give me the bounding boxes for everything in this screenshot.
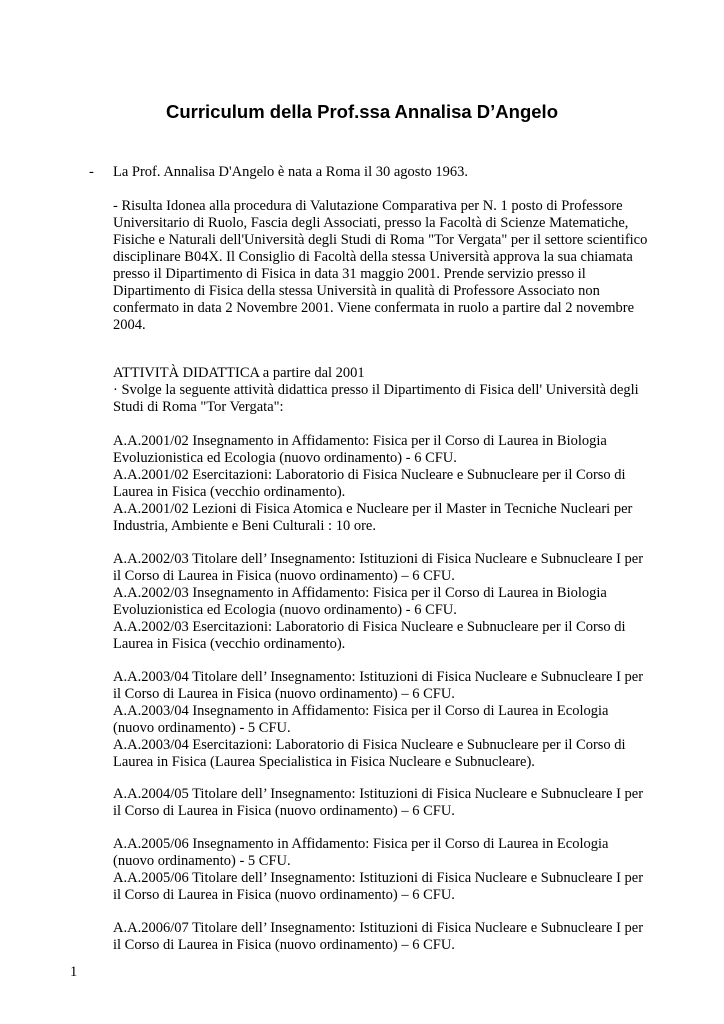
year-line: Evoluzionistica ed Ecologia (nuovo ordinamento) - 6 CFU. <box>113 450 457 466</box>
idoneita-line: Fisiche e Naturali dell'Università degli Studi di Roma "Tor Vergata" per il settore scientifico <box>113 232 648 248</box>
year-line: il Corso di Laurea in Fisica (nuovo ordinamento) – 6 CFU. <box>113 937 455 953</box>
idoneita-line: - Risulta Idonea alla procedura di Valutazione Comparativa per N. 1 posto di Professore <box>113 198 623 214</box>
idoneita-paragraph <box>113 198 658 334</box>
year-line: Laurea in Fisica (Laurea Specialistica in Fisica Nucleare e Subnucleare). <box>113 754 535 770</box>
year-line: Laurea in Fisica (vecchio ordinamento). <box>113 484 346 500</box>
year-block-2002 <box>113 551 658 653</box>
year-line: A.A.2006/07 Titolare dell’ Insegnamento: Istituzioni di Fisica Nucleare e Subnucleare I per <box>113 920 644 936</box>
didattica-intro-line: · Svolge la seguente attività didattica presso il Dipartimento di Fisica dell' Università degli <box>113 382 639 398</box>
idoneita-line: 2004. <box>113 317 146 333</box>
year-line: Laurea in Fisica (vecchio ordinamento). <box>113 636 346 652</box>
intro-paragraph <box>113 164 658 181</box>
page-title: Curriculum della Prof.ssa Annalisa D’Angelo <box>165 101 558 122</box>
year-line: (nuovo ordinamento) - 5 CFU. <box>113 720 291 736</box>
year-block-2004 <box>113 786 658 820</box>
year-block-2003 <box>113 669 658 771</box>
year-line: A.A.2005/06 Insegnamento in Affidamento: Fisica per il Corso di Laurea in Ecologia <box>113 836 609 852</box>
didattica-intro-line: Studi di Roma "Tor Vergata": <box>113 399 284 415</box>
year-line: A.A.2001/02 Esercitazioni: Laboratorio di Fisica Nucleare e Subnucleare per il Corso di <box>113 467 626 483</box>
year-line: A.A.2004/05 Titolare dell’ Insegnamento: Istituzioni di Fisica Nucleare e Subnucleare I per <box>113 786 644 802</box>
list-dash: - <box>89 164 94 180</box>
year-line: A.A.2001/02 Insegnamento in Affidamento: Fisica per il Corso di Laurea in Biologia <box>113 433 607 449</box>
didattica-section <box>113 365 658 416</box>
year-line: (nuovo ordinamento) - 5 CFU. <box>113 853 291 869</box>
section-heading: ATTIVITÀ DIDATTICA a partire dal 2001 <box>113 365 365 381</box>
year-line: A.A.2001/02 Lezioni di Fisica Atomica e Nucleare per il Master in Tecniche Nucleari per <box>113 501 633 517</box>
idoneita-line: confermato in data 2 Novembre 2001. Viene confermata in ruolo a partire dal 2 novembre <box>113 300 635 316</box>
year-line: il Corso di Laurea in Fisica (nuovo ordinamento) – 6 CFU. <box>113 803 455 819</box>
year-block-2006 <box>113 920 658 954</box>
idoneita-line: Dipartimento di Fisica della stessa Università in qualità di Professore Associato non <box>113 283 600 299</box>
year-line: il Corso di Laurea in Fisica (nuovo ordinamento) – 6 CFU. <box>113 686 455 702</box>
year-line: A.A.2003/04 Esercitazioni: Laboratorio di Fisica Nucleare e Subnucleare per il Corso di <box>113 737 626 753</box>
year-line: il Corso di Laurea in Fisica (nuovo ordinamento) – 6 CFU. <box>113 887 455 903</box>
year-line: A.A.2005/06 Titolare dell’ Insegnamento: Istituzioni di Fisica Nucleare e Subnucleare I per <box>113 870 644 886</box>
idoneita-line: disciplinare B04X. Il Consiglio di Facoltà della stessa Università approva la sua chiamata <box>113 249 633 265</box>
year-line: A.A.2002/03 Esercitazioni: Laboratorio di Fisica Nucleare e Subnucleare per il Corso di <box>113 619 626 635</box>
year-line: Industria, Ambiente e Beni Culturali : 10 ore. <box>113 518 376 534</box>
year-line: Evoluzionistica ed Ecologia (nuovo ordinamento) - 6 CFU. <box>113 602 457 618</box>
intro-line: La Prof. Annalisa D'Angelo è nata a Roma il 30 agosto 1963. <box>113 164 468 180</box>
year-line: A.A.2002/03 Insegnamento in Affidamento: Fisica per il Corso di Laurea in Biologia <box>113 585 607 601</box>
idoneita-line: presso il Dipartimento di Fisica in data 31 maggio 2001. Prende servizio presso il <box>113 266 586 282</box>
year-block-2005 <box>113 836 658 904</box>
year-line: il Corso di Laurea in Fisica (nuovo ordinamento) – 6 CFU. <box>113 568 455 584</box>
year-line: A.A.2002/03 Titolare dell’ Insegnamento: Istituzioni di Fisica Nucleare e Subnucleare I per <box>113 551 644 567</box>
idoneita-line: Universitario di Ruolo, Fascia degli Associati, presso la Facoltà di Scienze Matematiche, <box>113 215 629 231</box>
page-number: 1 <box>70 964 78 980</box>
year-block-2001 <box>113 433 658 535</box>
year-line: A.A.2003/04 Insegnamento in Affidamento: Fisica per il Corso di Laurea in Ecologia <box>113 703 609 719</box>
year-line: A.A.2003/04 Titolare dell’ Insegnamento: Istituzioni di Fisica Nucleare e Subnucleare I per <box>113 669 644 685</box>
